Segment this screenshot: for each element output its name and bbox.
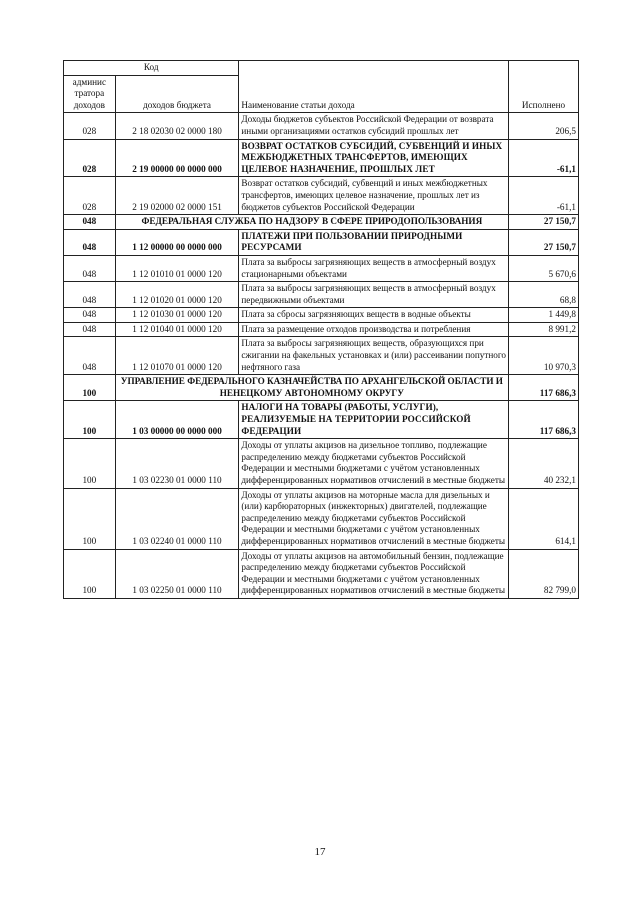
- table-row: [64, 439, 579, 488]
- budget-code-cell: 1 12 01070 01 0000 120: [115, 337, 239, 375]
- amount-cell: 68,8: [509, 282, 579, 308]
- table-row: [64, 177, 579, 215]
- revenue-table: [63, 60, 579, 599]
- budget-code-cell: 2 19 00000 00 0000 000: [115, 139, 239, 177]
- admin-code-cell: 100: [64, 401, 116, 439]
- amount-cell: 82 799,0: [509, 549, 579, 598]
- table-row: [64, 113, 579, 139]
- amount-cell: 40 232,1: [509, 439, 579, 488]
- group-row: [64, 401, 579, 439]
- page-number: 17: [314, 846, 326, 858]
- table-row: [64, 488, 579, 549]
- admin-column-header: админис тратора доходов: [64, 75, 116, 113]
- admin-code-cell: 048: [64, 308, 116, 323]
- agency-name-cell: ФЕДЕРАЛЬНАЯ СЛУЖБА ПО НАДЗОРУ В СФЕРЕ ПРИРОДОПОЛЬЗОВАНИЯ: [115, 215, 508, 230]
- amount-cell: 1 449,8: [509, 308, 579, 323]
- budget-code-cell: 1 12 01030 01 0000 120: [115, 308, 239, 323]
- admin-code-cell: 048: [64, 215, 116, 230]
- budget-code-cell: 1 12 01020 01 0000 120: [115, 282, 239, 308]
- revenue-name-cell: Плата за сбросы загрязняющих веществ в водные объекты: [239, 308, 509, 323]
- amount-cell: 27 150,7: [509, 229, 579, 255]
- budget-code-column-header: доходов бюджета: [115, 75, 239, 113]
- budget-code-cell: 1 12 01010 01 0000 120: [115, 255, 239, 281]
- amount-cell: 206,5: [509, 113, 579, 139]
- amount-cell: 5 670,6: [509, 255, 579, 281]
- admin-code-cell: 100: [64, 375, 116, 401]
- name-column-header: Наименование статьи дохода: [239, 61, 509, 113]
- amount-cell: 27 150,7: [509, 215, 579, 230]
- admin-code-cell: 100: [64, 549, 116, 598]
- budget-code-cell: 2 18 02030 02 0000 180: [115, 113, 239, 139]
- amount-cell: 10 970,3: [509, 337, 579, 375]
- table-row: [64, 255, 579, 281]
- amount-column-header: Исполнено: [509, 61, 579, 113]
- table-row: [64, 282, 579, 308]
- budget-code-cell: 1 03 02230 01 0000 110: [115, 439, 239, 488]
- admin-code-cell: 028: [64, 177, 116, 215]
- admin-code-cell: 028: [64, 113, 116, 139]
- revenue-name-cell: Плата за выбросы загрязняющих веществ в атмосферный воздух стационарными объектами: [239, 255, 509, 281]
- amount-cell: -61,1: [509, 177, 579, 215]
- table-row: [64, 322, 579, 337]
- header-row-top: [64, 61, 579, 76]
- revenue-name-cell: Доходы от уплаты акцизов на дизельное топливо, подлежащие распределению между бюджетами субъектов Российской Федерации и местными бюджетами с учётом установленных дифференцированных нормативов отчислений в местные бюджеты: [239, 439, 509, 488]
- admin-code-cell: 048: [64, 229, 116, 255]
- agency-row: [64, 375, 579, 401]
- group-row: [64, 139, 579, 177]
- budget-code-cell: 1 03 02250 01 0000 110: [115, 549, 239, 598]
- revenue-name-cell: Доходы от уплаты акцизов на моторные масла для дизельных и (или) карбюраторных (инжекторных) двигателей, подлежащие распределению между бюджетами субъектов Российской Федерации и местными бюджетами с учётом установленных дифференцированных нормативов отчислений в местные бюджеты: [239, 488, 509, 549]
- code-group-header: Код: [64, 61, 239, 76]
- budget-code-cell: 1 12 01040 01 0000 120: [115, 322, 239, 337]
- agency-row: [64, 215, 579, 230]
- table-row: [64, 549, 579, 598]
- admin-code-cell: 100: [64, 488, 116, 549]
- amount-cell: 8 991,2: [509, 322, 579, 337]
- table-row: [64, 308, 579, 323]
- budget-code-cell: 1 03 02240 01 0000 110: [115, 488, 239, 549]
- budget-code-cell: 2 19 02000 02 0000 151: [115, 177, 239, 215]
- revenue-name-cell: Плата за выбросы загрязняющих веществ в атмосферный воздух передвижными объектами: [239, 282, 509, 308]
- revenue-name-cell: Плата за размещение отходов производства и потребления: [239, 322, 509, 337]
- revenue-name-cell: Доходы бюджетов субъектов Российской Федерации от возврата иными организациями остатков субсидий прошлых лет: [239, 113, 509, 139]
- budget-code-cell: 1 12 00000 00 0000 000: [115, 229, 239, 255]
- budget-code-cell: 1 03 00000 00 0000 000: [115, 401, 239, 439]
- amount-cell: 117 686,3: [509, 401, 579, 439]
- group-row: [64, 229, 579, 255]
- revenue-name-cell: НАЛОГИ НА ТОВАРЫ (РАБОТЫ, УСЛУГИ), РЕАЛИЗУЕМЫЕ НА ТЕРРИТОРИИ РОССИЙСКОЙ ФЕДЕРАЦИИ: [239, 401, 509, 439]
- revenue-name-cell: Плата за выбросы загрязняющих веществ, образующихся при сжигании на факельных установках и (или) рассеивании попутного нефтяного газа: [239, 337, 509, 375]
- admin-code-cell: 048: [64, 322, 116, 337]
- admin-code-cell: 048: [64, 337, 116, 375]
- table-body: [64, 61, 579, 599]
- admin-code-cell: 100: [64, 439, 116, 488]
- amount-cell: 614,1: [509, 488, 579, 549]
- budget-sheet: [63, 60, 579, 599]
- table-row: [64, 337, 579, 375]
- amount-cell: -61,1: [509, 139, 579, 177]
- admin-code-cell: 028: [64, 139, 116, 177]
- revenue-name-cell: Доходы от уплаты акцизов на автомобильный бензин, подлежащие распределению между бюджетами субъектов Российской Федерации и местными бюджетами с учётом установленных дифференцированных нормативов отчислений в местные бюджеты: [239, 549, 509, 598]
- revenue-name-cell: Возврат остатков субсидий, субвенций и иных межбюджетных трансфертов, имеющих целевое назначение, прошлых лет из бюджетов субъектов Российской Федерации: [239, 177, 509, 215]
- admin-code-cell: 048: [64, 255, 116, 281]
- revenue-name-cell: ПЛАТЕЖИ ПРИ ПОЛЬЗОВАНИИ ПРИРОДНЫМИ РЕСУРСАМИ: [239, 229, 509, 255]
- amount-cell: 117 686,3: [509, 375, 579, 401]
- admin-code-cell: 048: [64, 282, 116, 308]
- agency-name-cell: УПРАВЛЕНИЕ ФЕДЕРАЛЬНОГО КАЗНАЧЕЙСТВА ПО АРХАНГЕЛЬСКОЙ ОБЛАСТИ И НЕНЕЦКОМУ АВТОНОМНОМУ ОКРУГУ: [115, 375, 508, 401]
- revenue-name-cell: ВОЗВРАТ ОСТАТКОВ СУБСИДИЙ, СУБВЕНЦИЙ И ИНЫХ МЕЖБЮДЖЕТНЫХ ТРАНСФЕРТОВ, ИМЕЮЩИХ ЦЕЛЕВОЕ НАЗНАЧЕНИЕ, ПРОШЛЫХ ЛЕТ: [239, 139, 509, 177]
